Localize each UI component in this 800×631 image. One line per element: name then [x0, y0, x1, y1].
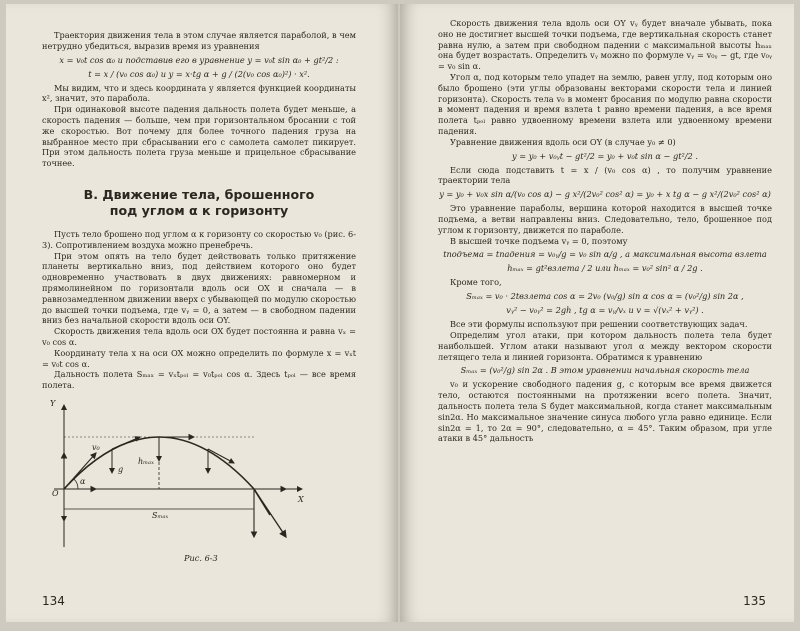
paragraph: Это уравнение параболы, вершина которой находится в высшей точке подъема, а ветви направлены вниз. Следовательно, тело, брошенное под углом к горизонту, движется по параболе.	[438, 203, 772, 235]
paragraph: Дальность полета Sₘₐₓ = vₓtₚₒₗ = v₀tₚₒₗ cos α. Здесь tₚₒₗ — все время полета.	[42, 369, 356, 391]
paragraph: Угол α, под которым тело упадет на землю, равен углу, под которым оно было брошено (эти углы образованы векторами скорости тела и линией горизонта). Скорость тела v₀ в момент бросания по модулю равна скорости в момент падения и время взлета t равно времени падения, а все время полета tₚₒₗ равно удвоенному времени взлета или удвоенному времени падения.	[438, 71, 772, 136]
formula: Sₘₐₓ = (v₀²/g) sin 2α . В этом уравнении начальная скорость тела	[460, 365, 750, 376]
page-number: 135	[743, 594, 766, 608]
page-number: 134	[42, 594, 65, 608]
label-origin: O	[52, 488, 59, 498]
label-hmax: hₘₐₓ	[138, 456, 154, 466]
section-heading	[42, 187, 356, 219]
paragraph: При этом опять на тело будет действовать только притяжение планеты вертикально вниз, под действием которого оно будет одновременно участвовать в двух движениях: равномерном и прямолинейном по горизонтали вдоль оси OX и сначала — в равнозамедленном движении вверх с убывающей по модулю скоростью до высшей точки подъема, где vᵧ = 0, а затем — в свободном падении вниз без начальной скорости вдоль оси OY.	[42, 250, 356, 326]
label-v0: v₀	[92, 442, 100, 452]
right-page	[400, 4, 794, 622]
formula: y = y₀ + v₀ᵧt − gt²/2 = y₀ + v₀t sin α − gt²/2 .	[512, 150, 698, 161]
vel-1	[112, 437, 140, 449]
paragraph: При одинаковой высоте падения дальность полета будет меньше, а скорость падения — больше, чем при горизонтальном бросании с той же скоростью. Вот почему для более точного падения груза на выбранное место при сбрасывании его с самолета самолет пикирует. При этом дальность полета груза меньше и прицельное сбрасывание точнее.	[42, 104, 356, 169]
paragraph: Все эти формулы используют при решении соответствующих задач.	[450, 319, 748, 330]
formula: vᵧ² − v₀ᵧ² = 2gh , tg α = vᵧ/vₓ и v = √(vₓ² + vᵧ²) .	[506, 305, 704, 316]
formula: hₘₐₓ = gt²взлета / 2 или hₘₐₓ = v₀² sin² α / 2g .	[507, 263, 703, 274]
formula: Sₘₐₓ = v₀ · 2tвзлета cos α = 2v₀ (v₀/g) sin α cos α = (v₀²/g) sin 2α ,	[466, 291, 744, 302]
label-x: X	[298, 494, 304, 504]
trajectory-diagram	[34, 397, 334, 569]
vel-2	[208, 449, 234, 463]
formula: y = y₀ + v₀x sin α/(v₀ cos α) − g x²/(2v₀² cos² α) = y₀ + x tg α − g x²/(2v₀² cos² α)	[439, 189, 771, 200]
paragraph: Скорость движения тела вдоль оси OY vᵧ будет вначале убывать, пока оно не достигнет высшей точки подъема, где вертикальная скорость станет равна нулю, а затем при свободном падении с максимальной высоты hₘₐₓ она будет возрастать. Определить vᵧ можно по формуле vᵧ = v₀ᵧ − gt, где v₀ᵧ = v₀ sin α.	[438, 18, 772, 72]
formula: t = x / (v₀ cos α₀) и y = x·tg α + g / (2(v₀ cos α₀)²) · x².	[88, 68, 310, 79]
left-page	[6, 4, 398, 622]
label-alpha: α	[80, 476, 86, 486]
figure-caption: Рис. 6-3	[184, 552, 218, 563]
paragraph: v₀ и ускорение свободного падения g, с которым все время движется тело, остаются постоянными на протяжении всего полета. Значит, дальность полета тела S будет максимальной, когда станет максимальным sin2α. Но максимальное значение синуса любого угла равно единице. Если sin2α = 1, то 2α = 90°, следовательно, α = 45°. Таким образом, при угле атаки в 45° дальность	[438, 379, 772, 444]
heading-line-1: В. Движение тела, брошенного	[83, 186, 315, 202]
final-vel	[254, 489, 286, 537]
label-y: Y	[50, 398, 56, 408]
paragraph: Определим угол атаки, при котором дальность полета тела будет наибольшей. Углом атаки называют угол α между вектором скорости летящего тела и линией горизонта. Обратимся к уравнению	[438, 329, 772, 362]
projectile-figure	[34, 397, 334, 569]
label-smax: Sₘₐₓ	[152, 510, 169, 520]
paragraph: Кроме того,	[450, 277, 502, 288]
paragraph: Траектория движения тела в этом случае является параболой, в чем нетрудно убедиться, выразив время из уравнения	[42, 30, 356, 51]
paragraph: Скорость движения тела вдоль оси OX будет постоянна и равна vₓ = v₀ cos α.	[42, 326, 356, 347]
paragraph: Координату тела x на оси OX можно определить по формуле x = vₓt = v₀t cos α.	[42, 347, 356, 369]
formula: x = v₀t cos α₀ и подставив его в уравнение y = v₀t sin α₀ + gt²/2 :	[59, 54, 339, 65]
paragraph: Пусть тело брошено под углом α к горизонту со скоростью v₀ (рис. 6-3). Сопротивлением воздуха можно пренебречь.	[42, 228, 356, 250]
formula: tподъема = tпадения = v₀ᵧ/g = v₀ sin α/g , а максимальная высота взлета	[443, 249, 767, 260]
paragraph: Если сюда подставить t = x / (v₀ cos α) , то получим уравнение траектории тела	[438, 164, 772, 186]
label-g: g	[118, 464, 124, 474]
alpha-arc	[74, 479, 78, 489]
paragraph: В высшей точке подъема vᵧ = 0, поэтому	[450, 235, 628, 246]
paragraph: Уравнение движения вдоль оси OY (в случае y₀ ≠ 0)	[450, 136, 676, 147]
paragraph: Мы видим, что и здесь координата y является функцией координаты x², значит, это парабола.	[42, 82, 356, 104]
heading-line-2: под углом α к горизонту	[109, 202, 289, 218]
